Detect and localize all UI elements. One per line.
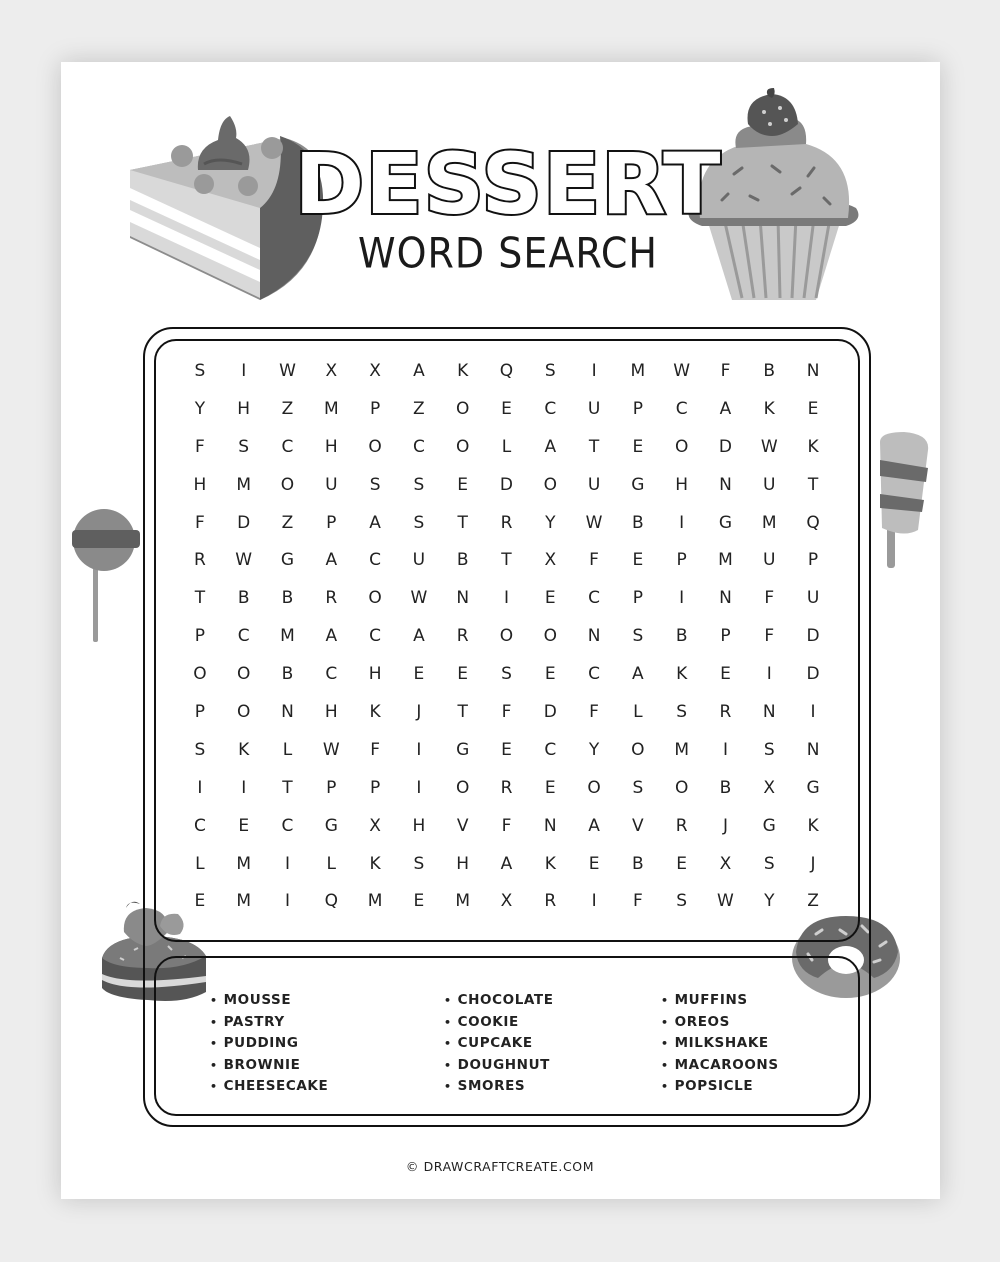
grid-letter: E xyxy=(588,853,600,874)
grid-letter: I xyxy=(679,588,685,609)
grid-letter: C xyxy=(588,664,600,685)
grid-letter: T xyxy=(807,474,819,495)
grid-letter: Q xyxy=(806,512,820,533)
grid-letter: B xyxy=(281,664,294,685)
word-item: • SMORES xyxy=(444,1076,554,1098)
grid-letter: H xyxy=(237,398,251,419)
grid-letter: S xyxy=(238,436,250,457)
grid-letter: N xyxy=(719,588,732,609)
grid-letter: T xyxy=(282,777,293,798)
grid-letter: B xyxy=(281,588,294,609)
grid-letter: S xyxy=(413,512,425,533)
grid-letter: I xyxy=(591,891,597,912)
grid-letter: O xyxy=(455,436,470,457)
letter-grid xyxy=(178,352,835,920)
grid-letter: R xyxy=(675,815,688,836)
grid-letter: E xyxy=(457,664,469,685)
grid-letter: M xyxy=(718,550,733,571)
grid-letter: S xyxy=(194,739,206,760)
grid-letter: J xyxy=(810,853,816,874)
grid-letter: Y xyxy=(545,512,556,533)
grid-letter: U xyxy=(587,474,601,495)
grid-letter: V xyxy=(456,815,469,836)
grid-letter: O xyxy=(455,777,470,798)
grid-letter: P xyxy=(369,398,381,419)
grid-letter: W xyxy=(585,512,603,533)
grid-letter: C xyxy=(369,550,382,571)
word-item: • POPSICLE xyxy=(661,1076,779,1098)
grid-letter: K xyxy=(544,853,556,874)
grid-letter: Q xyxy=(324,891,338,912)
grid-letter: G xyxy=(762,815,776,836)
grid-letter: O xyxy=(587,777,601,798)
grid-letter: C xyxy=(193,815,206,836)
grid-letter: C xyxy=(675,398,688,419)
grid-letter: T xyxy=(501,550,512,571)
grid-letter: I xyxy=(284,891,290,912)
grid-letter: P xyxy=(369,777,381,798)
grid-letter: M xyxy=(455,891,471,912)
grid-letter: X xyxy=(325,360,338,381)
grid-letter: I xyxy=(416,739,422,760)
grid-letter: W xyxy=(322,739,340,760)
grid-letter: C xyxy=(281,436,294,457)
grid-letter: Z xyxy=(807,891,819,912)
grid-letter: H xyxy=(193,474,207,495)
grid-letter: E xyxy=(457,474,469,495)
grid-letter: Q xyxy=(499,360,514,381)
grid-letter: C xyxy=(325,664,338,685)
grid-letter: O xyxy=(499,626,514,647)
grid-letter: T xyxy=(588,436,600,457)
grid-letter: J xyxy=(722,815,728,836)
grid-letter: X xyxy=(544,550,557,571)
grid-letter: D xyxy=(499,474,514,495)
page-subtitle: WORD SEARCH xyxy=(358,228,658,278)
grid-letter: A xyxy=(719,398,732,419)
grid-letter: W xyxy=(760,436,778,457)
grid-letter: B xyxy=(456,550,469,571)
grid-letter: P xyxy=(194,626,206,647)
grid-letter: N xyxy=(719,474,732,495)
grid-letter: D xyxy=(806,626,820,647)
grid-letter: D xyxy=(237,512,251,533)
grid-letter: S xyxy=(632,777,644,798)
grid-letter: D xyxy=(718,436,732,457)
grid-letter: Y xyxy=(588,739,600,760)
grid-letter: S xyxy=(413,474,425,495)
grid-letter: K xyxy=(238,739,250,760)
grid-letter: L xyxy=(326,853,337,874)
grid-letter: O xyxy=(280,474,295,495)
grid-letter: O xyxy=(237,701,251,722)
grid-letter: R xyxy=(719,701,732,722)
grid-letter: W xyxy=(279,360,296,381)
grid-letter: X xyxy=(369,815,381,836)
grid-letter: F xyxy=(195,512,205,533)
grid-letter: A xyxy=(413,360,425,381)
grid-letter: S xyxy=(369,474,381,495)
grid-letter: M xyxy=(761,512,777,533)
grid-letter: L xyxy=(501,436,512,457)
grid-letter: H xyxy=(412,815,426,836)
grid-letter: K xyxy=(457,360,469,381)
grid-letter: O xyxy=(631,739,645,760)
grid-letter: A xyxy=(588,815,600,836)
grid-letter: Z xyxy=(281,398,294,419)
grid-letter: W xyxy=(410,588,428,609)
grid-letter: G xyxy=(806,777,820,798)
grid-letter: O xyxy=(543,474,557,495)
grid-letter: I xyxy=(503,588,509,609)
grid-letter: S xyxy=(413,853,425,874)
grid-letter: F xyxy=(764,588,775,609)
grid-letter: B xyxy=(719,777,732,798)
grid-letter: F xyxy=(195,436,205,457)
grid-letter: S xyxy=(632,626,644,647)
grid-letter: R xyxy=(325,588,338,609)
grid-letter: G xyxy=(456,739,470,760)
grid-letter: B xyxy=(763,360,776,381)
grid-letter: E xyxy=(720,664,731,685)
grid-letter: H xyxy=(324,701,338,722)
grid-letter: N xyxy=(806,739,820,760)
grid-letter: H xyxy=(675,474,689,495)
grid-letter: M xyxy=(236,853,252,874)
grid-letter: K xyxy=(369,853,381,874)
grid-letter: N xyxy=(762,701,776,722)
grid-letter: C xyxy=(412,436,425,457)
word-item: • PASTRY xyxy=(210,1012,328,1034)
grid-letter: E xyxy=(238,815,250,836)
grid-letter: E xyxy=(632,436,644,457)
grid-letter: N xyxy=(587,626,601,647)
grid-letter: Z xyxy=(281,512,294,533)
grid-letter: P xyxy=(194,701,206,722)
grid-letter: K xyxy=(676,664,688,685)
grid-letter: E xyxy=(632,550,644,571)
grid-letter: N xyxy=(281,701,294,722)
word-list xyxy=(0,990,1000,1100)
grid-letter: M xyxy=(367,891,383,912)
grid-letter: G xyxy=(324,815,338,836)
grid-letter: E xyxy=(194,891,206,912)
grid-letter: A xyxy=(632,664,644,685)
grid-letter: O xyxy=(237,664,251,685)
grid-letter: T xyxy=(457,512,468,533)
grid-letter: I xyxy=(416,777,422,798)
grid-letter: M xyxy=(236,891,252,912)
grid-letter: I xyxy=(591,360,597,381)
grid-letter: B xyxy=(632,853,644,874)
grid-letter: G xyxy=(631,474,645,495)
grid-letter: O xyxy=(455,398,470,419)
grid-letter: L xyxy=(633,701,643,722)
grid-letter: E xyxy=(807,398,819,419)
grid-letter: M xyxy=(280,626,295,647)
grid-letter: U xyxy=(806,588,820,609)
grid-letter: C xyxy=(369,626,382,647)
grid-letter: R xyxy=(544,891,557,912)
grid-letter: E xyxy=(676,853,688,874)
grid-letter: W xyxy=(673,360,691,381)
word-item: • CUPCAKE xyxy=(444,1033,554,1055)
grid-letter: A xyxy=(369,512,381,533)
grid-letter: F xyxy=(589,701,599,722)
grid-letter: P xyxy=(807,550,819,571)
grid-letter: S xyxy=(676,701,688,722)
grid-letter: I xyxy=(722,739,728,760)
grid-letter: U xyxy=(325,474,338,495)
grid-letter: I xyxy=(241,777,247,798)
grid-letter: E xyxy=(544,664,556,685)
grid-letter: B xyxy=(632,512,644,533)
grid-letter: O xyxy=(368,588,382,609)
grid-letter: R xyxy=(500,777,513,798)
grid-letter: N xyxy=(456,588,470,609)
grid-letter: T xyxy=(457,701,468,722)
grid-letter: P xyxy=(326,777,337,798)
word-item: • OREOS xyxy=(661,1012,779,1034)
word-item: • DOUGHNUT xyxy=(444,1055,554,1077)
grid-letter: M xyxy=(630,360,646,381)
grid-letter: O xyxy=(674,777,689,798)
grid-letter: I xyxy=(679,512,685,533)
word-item: • MACAROONS xyxy=(661,1055,779,1077)
grid-letter: U xyxy=(412,550,426,571)
grid-letter: K xyxy=(807,815,819,836)
word-list-column xyxy=(444,990,554,1098)
grid-letter: S xyxy=(676,891,688,912)
grid-letter: C xyxy=(237,626,250,647)
grid-letter: I xyxy=(197,777,203,798)
grid-letter: O xyxy=(368,436,382,457)
grid-letter: W xyxy=(717,891,734,912)
grid-letter: X xyxy=(763,777,776,798)
grid-letter: A xyxy=(325,626,338,647)
grid-letter: F xyxy=(370,739,380,760)
grid-letter: E xyxy=(413,891,425,912)
grid-letter: A xyxy=(413,626,425,647)
grid-letter: F xyxy=(632,891,643,912)
grid-letter: M xyxy=(674,739,689,760)
grid-letter: F xyxy=(764,626,775,647)
grid-letter: L xyxy=(282,739,293,760)
grid-letter: I xyxy=(241,360,247,381)
grid-letter: C xyxy=(281,815,294,836)
grid-letter: P xyxy=(632,588,643,609)
grid-letter: E xyxy=(501,739,512,760)
grid-letter: O xyxy=(674,436,689,457)
grid-letter: P xyxy=(632,398,643,419)
grid-letter: E xyxy=(413,664,425,685)
grid-letter: V xyxy=(632,815,644,836)
grid-letter: R xyxy=(193,550,206,571)
grid-letter: U xyxy=(587,398,601,419)
grid-letter: S xyxy=(194,360,206,381)
grid-letter: P xyxy=(676,550,687,571)
footer-credit: © DRAWCRAFTCREATE.COM xyxy=(405,1159,595,1174)
grid-letter: E xyxy=(544,777,556,798)
word-item: • MOUSSE xyxy=(210,990,328,1012)
grid-letter: A xyxy=(544,436,557,457)
lollipop-illustration xyxy=(70,508,142,644)
grid-letter: Z xyxy=(413,398,425,419)
grid-letter: W xyxy=(235,550,253,571)
grid-letter: J xyxy=(416,701,422,722)
grid-letter: P xyxy=(720,626,731,647)
grid-letter: R xyxy=(500,512,513,533)
grid-letter: C xyxy=(588,588,600,609)
grid-letter: H xyxy=(456,853,470,874)
grid-letter: K xyxy=(369,701,381,722)
page-title: DESSERT xyxy=(294,135,722,233)
grid-letter: D xyxy=(543,701,557,722)
grid-letter: S xyxy=(763,739,775,760)
grid-letter: S xyxy=(501,664,512,685)
grid-letter: S xyxy=(763,853,775,874)
grid-letter: I xyxy=(766,664,772,685)
grid-letter: K xyxy=(807,436,819,457)
word-list-column xyxy=(661,990,779,1098)
grid-letter: I xyxy=(284,853,290,874)
grid-letter: B xyxy=(237,588,250,609)
grid-letter: Y xyxy=(194,398,206,419)
grid-letter: P xyxy=(326,512,337,533)
word-item: • BROWNIE xyxy=(210,1055,328,1077)
grid-letter: G xyxy=(280,550,295,571)
grid-letter: C xyxy=(544,739,557,760)
grid-letter: I xyxy=(810,701,816,722)
grid-letter: S xyxy=(544,360,556,381)
grid-letter: X xyxy=(719,853,732,874)
grid-letter: U xyxy=(763,474,776,495)
grid-letter: X xyxy=(369,360,381,381)
word-item: • MILKSHAKE xyxy=(661,1033,779,1055)
grid-letter: B xyxy=(675,626,688,647)
grid-letter: X xyxy=(500,891,513,912)
grid-letter: F xyxy=(501,701,512,722)
grid-letter: F xyxy=(501,815,512,836)
word-item: • COOKIE xyxy=(444,1012,554,1034)
grid-letter: O xyxy=(193,664,207,685)
grid-letter: E xyxy=(501,398,512,419)
grid-letter: O xyxy=(543,626,557,647)
grid-letter: T xyxy=(194,588,206,609)
grid-letter: N xyxy=(543,815,557,836)
grid-letter: R xyxy=(456,626,469,647)
grid-letter: M xyxy=(236,474,252,495)
grid-letter: E xyxy=(544,588,556,609)
word-list-column xyxy=(210,990,328,1098)
grid-letter: U xyxy=(763,550,776,571)
grid-letter: D xyxy=(806,664,820,685)
word-item: • CHEESECAKE xyxy=(210,1076,328,1098)
grid-letter: F xyxy=(720,360,731,381)
grid-letter: H xyxy=(324,436,338,457)
grid-letter: A xyxy=(325,550,338,571)
grid-letter: H xyxy=(368,664,382,685)
word-item: • CHOCOLATE xyxy=(444,990,554,1012)
grid-letter: Y xyxy=(764,891,775,912)
word-item: • PUDDING xyxy=(210,1033,328,1055)
grid-letter: N xyxy=(806,360,820,381)
grid-letter: A xyxy=(500,853,513,874)
grid-letter: K xyxy=(763,398,775,419)
grid-letter: F xyxy=(589,550,599,571)
grid-letter: C xyxy=(544,398,557,419)
grid-letter: G xyxy=(718,512,733,533)
popsicle-illustration xyxy=(876,430,934,570)
grid-letter: M xyxy=(323,398,339,419)
word-item: • MUFFINS xyxy=(661,990,779,1012)
grid-letter: L xyxy=(195,853,205,874)
